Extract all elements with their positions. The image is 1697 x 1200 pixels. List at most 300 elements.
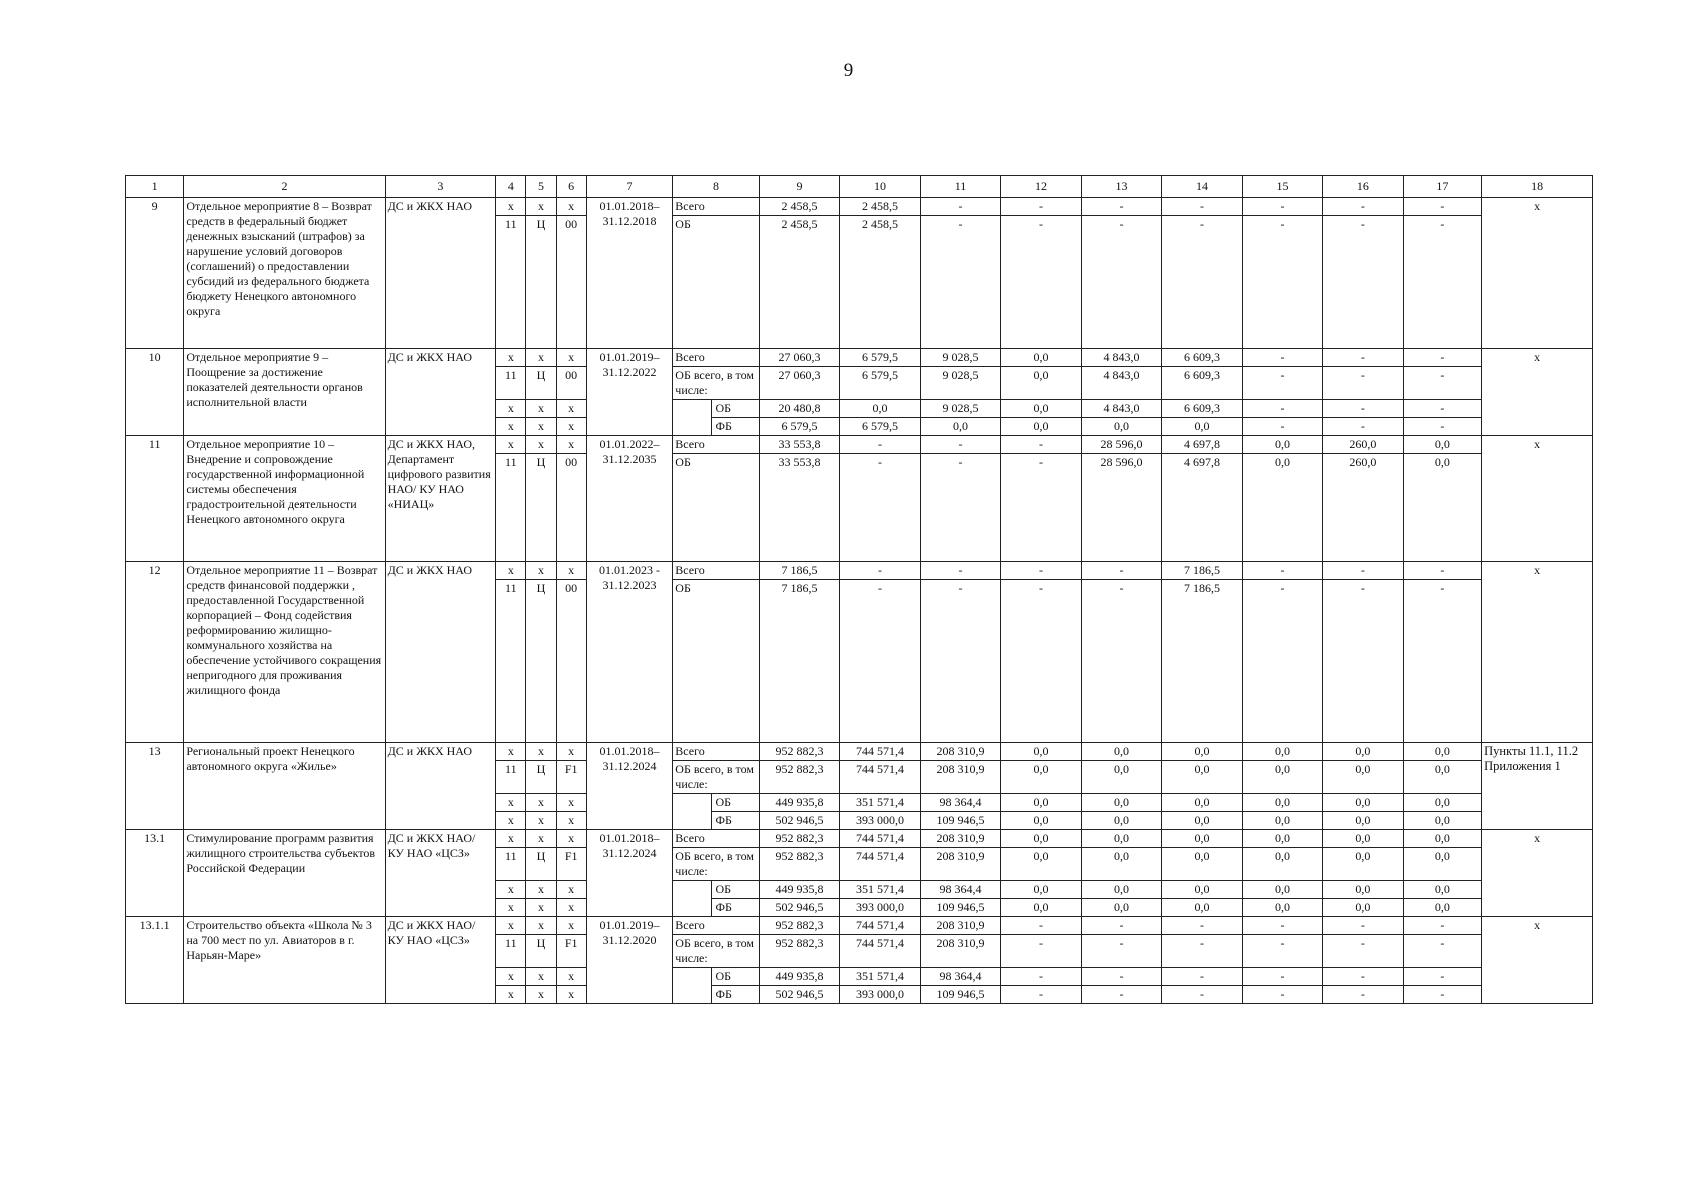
amount-cell: 7 186,5 [1162,562,1242,580]
budget-code-program: x [496,198,526,216]
column-number: 14 [1162,176,1242,198]
amount-cell: 0,0 [1242,881,1322,899]
amount-cell: - [1403,198,1481,216]
amount-cell: - [1001,917,1081,935]
budget-code-program: 11 [496,935,526,968]
source-indent [673,400,711,436]
amount-cell: 109 946,5 [920,986,1000,1004]
amount-cell: - [1323,349,1403,367]
budget-code-type: Ц [526,367,556,400]
amount-cell: 502 946,5 [759,812,839,830]
amount-cell: - [1001,935,1081,968]
budget-code-item: x [556,917,586,935]
amount-cell: 952 882,3 [759,830,839,848]
source-indent [673,968,711,1004]
funding-source: ФБ [711,899,759,917]
row-number: 9 [126,198,184,349]
amount-cell: 0,0 [1403,761,1481,794]
amount-cell: 0,0 [1001,418,1081,436]
activity-name: Стимулирование программ развития жилищного строительства субъектов Российской Федерации [184,830,385,917]
amount-cell: - [1081,968,1161,986]
funding-source: ФБ [711,986,759,1004]
amount-cell: 0,0 [1242,794,1322,812]
amount-cell: - [920,198,1000,216]
funding-source: Всего [673,830,760,848]
funding-source: ОБ [711,968,759,986]
funding-source: ОБ [673,454,760,562]
budget-code-item: 00 [556,454,586,562]
note: x [1482,436,1593,562]
amount-cell: - [1403,418,1481,436]
amount-cell: - [1323,367,1403,400]
budget-code-type: x [526,881,556,899]
budget-code-type: x [526,986,556,1004]
amount-cell: 4 843,0 [1081,367,1161,400]
amount-cell: - [1001,198,1081,216]
amount-cell: 208 310,9 [920,848,1000,881]
amount-cell: 2 458,5 [759,216,839,349]
amount-cell: 27 060,3 [759,349,839,367]
amount-cell: 952 882,3 [759,935,839,968]
amount-cell: 0,0 [1162,881,1242,899]
amount-cell: 9 028,5 [920,367,1000,400]
amount-cell: 0,0 [1403,830,1481,848]
amount-cell: 0,0 [1081,881,1161,899]
note: x [1482,830,1593,917]
row-number: 12 [126,562,184,743]
column-number: 9 [759,176,839,198]
budget-code-type: x [526,899,556,917]
amount-cell: - [1242,917,1322,935]
amount-cell: 9 028,5 [920,349,1000,367]
amount-cell: 0,0 [1162,899,1242,917]
budget-code-item: x [556,899,586,917]
note: x [1482,917,1593,1004]
amount-cell: 502 946,5 [759,986,839,1004]
funding-source: Всего [673,562,760,580]
amount-cell: 744 571,4 [840,848,920,881]
amount-cell: 744 571,4 [840,935,920,968]
budget-code-program: 11 [496,848,526,881]
amount-cell: - [1242,418,1322,436]
amount-cell: - [1242,968,1322,986]
amount-cell: 0,0 [1242,899,1322,917]
row-number: 11 [126,436,184,562]
amount-cell: - [1242,400,1322,418]
amount-cell: - [1242,935,1322,968]
amount-cell: - [1001,216,1081,349]
amount-cell: - [1403,400,1481,418]
budget-code-program: x [496,917,526,935]
budget-code-item: x [556,986,586,1004]
amount-cell: 0,0 [1081,761,1161,794]
table-row [126,562,1593,580]
amount-cell: 0,0 [1323,848,1403,881]
amount-cell: 0,0 [1162,761,1242,794]
budget-code-program: x [496,881,526,899]
amount-cell: 0,0 [1242,761,1322,794]
amount-cell: 0,0 [1323,743,1403,761]
column-number: 2 [184,176,385,198]
amount-cell: 0,0 [1001,794,1081,812]
amount-cell: 0,0 [1162,830,1242,848]
amount-cell: - [1081,935,1161,968]
budget-code-program: x [496,418,526,436]
amount-cell: 208 310,9 [920,830,1000,848]
funding-source: ОБ всего, в том числе: [673,935,760,968]
budget-code-item: F1 [556,848,586,881]
amount-cell: - [1001,454,1081,562]
amount-cell: 0,0 [1403,436,1481,454]
amount-cell: 0,0 [1323,881,1403,899]
column-number: 12 [1001,176,1081,198]
amount-cell: - [1403,349,1481,367]
amount-cell: 0,0 [1403,454,1481,562]
funding-source: Всего [673,198,760,216]
row-number: 10 [126,349,184,436]
amount-cell: 351 571,4 [840,794,920,812]
budget-code-type: Ц [526,761,556,794]
amount-cell: - [1001,580,1081,743]
budget-code-program: 11 [496,580,526,743]
amount-cell: - [1323,216,1403,349]
executor: ДС и ЖКХ НАО [385,743,496,830]
amount-cell: 0,0 [1162,418,1242,436]
budget-code-program: 11 [496,761,526,794]
column-number: 4 [496,176,526,198]
column-number: 17 [1403,176,1481,198]
funding-source: Всего [673,743,760,761]
amount-cell: - [1081,986,1161,1004]
budget-code-item: x [556,794,586,812]
table-row [126,830,1593,848]
amount-cell: - [1242,562,1322,580]
amount-cell: - [1323,562,1403,580]
amount-cell: 33 553,8 [759,454,839,562]
column-number: 3 [385,176,496,198]
amount-cell: 952 882,3 [759,761,839,794]
amount-cell: - [1242,367,1322,400]
executor: ДС и ЖКХ НАО/ КУ НАО «ЦСЗ» [385,917,496,1004]
activity-name: Строительство объекта «Школа № 3 на 700 мест по ул. Авиаторов в г. Нарьян-Маре» [184,917,385,1004]
amount-cell: 0,0 [920,418,1000,436]
amount-cell: 7 186,5 [759,562,839,580]
amount-cell: - [920,454,1000,562]
amount-cell: 952 882,3 [759,743,839,761]
budget-code-item: x [556,812,586,830]
amount-cell: 6 609,3 [1162,349,1242,367]
table-row [126,198,1593,216]
amount-cell: 6 609,3 [1162,400,1242,418]
amount-cell: - [1081,198,1161,216]
table-body [126,176,1593,1004]
amount-cell: 0,0 [1001,400,1081,418]
amount-cell: - [1323,400,1403,418]
amount-cell: - [1323,198,1403,216]
note: Пункты 11.1, 11.2 Приложения 1 [1482,743,1593,830]
executor: ДС и ЖКХ НАО [385,198,496,349]
amount-cell: 0,0 [1081,899,1161,917]
amount-cell: - [1081,216,1161,349]
source-indent [673,881,711,917]
amount-cell: - [1242,198,1322,216]
amount-cell: 6 579,5 [840,367,920,400]
amount-cell: 0,0 [840,400,920,418]
budget-code-program: 11 [496,367,526,400]
amount-cell: - [1403,917,1481,935]
amount-cell: 6 579,5 [840,418,920,436]
amount-cell: 208 310,9 [920,935,1000,968]
amount-cell: 744 571,4 [840,830,920,848]
amount-cell: - [1001,436,1081,454]
amount-cell: 0,0 [1323,812,1403,830]
budget-code-type: x [526,968,556,986]
amount-cell: 952 882,3 [759,917,839,935]
budget-code-program: x [496,400,526,418]
amount-cell: 109 946,5 [920,812,1000,830]
budget-code-program: x [496,743,526,761]
amount-cell: 2 458,5 [840,216,920,349]
amount-cell: - [1081,917,1161,935]
amount-cell: 0,0 [1162,848,1242,881]
amount-cell: - [1162,917,1242,935]
amount-cell: 0,0 [1323,830,1403,848]
amount-cell: 0,0 [1001,899,1081,917]
budget-code-type: Ц [526,454,556,562]
amount-cell: 0,0 [1403,881,1481,899]
column-number: 5 [526,176,556,198]
budget-code-item: x [556,436,586,454]
column-number: 1 [126,176,184,198]
amount-cell: 0,0 [1403,899,1481,917]
amount-cell: 2 458,5 [759,198,839,216]
amount-cell: - [1323,935,1403,968]
amount-cell: 2 458,5 [840,198,920,216]
amount-cell: 393 000,0 [840,899,920,917]
budget-code-type: x [526,794,556,812]
table-row [126,436,1593,454]
amount-cell: 7 186,5 [1162,580,1242,743]
budget-code-type: x [526,198,556,216]
funding-source: ОБ [673,216,760,349]
funding-source: ФБ [711,418,759,436]
amount-cell: 0,0 [1162,812,1242,830]
budget-code-type: x [526,418,556,436]
amount-cell: - [920,436,1000,454]
budget-code-item: 00 [556,580,586,743]
amount-cell: 9 028,5 [920,400,1000,418]
amount-cell: - [1403,580,1481,743]
funding-source: ОБ всего, в том числе: [673,848,760,881]
budget-code-item: x [556,418,586,436]
amount-cell: - [1162,198,1242,216]
budget-code-program: x [496,794,526,812]
amount-cell: 98 364,4 [920,968,1000,986]
row-number: 13 [126,743,184,830]
budget-code-type: Ц [526,935,556,968]
budget-code-type: x [526,400,556,418]
budget-code-item: x [556,349,586,367]
program-table [125,175,1593,1004]
budget-code-program: x [496,562,526,580]
budget-code-item: F1 [556,935,586,968]
budget-code-program: x [496,349,526,367]
budget-code-item: 00 [556,216,586,349]
amount-cell: 4 843,0 [1081,349,1161,367]
note: x [1482,198,1593,349]
amount-cell: - [920,580,1000,743]
amount-cell: - [1162,216,1242,349]
amount-cell: 109 946,5 [920,899,1000,917]
page-number: 9 [843,60,854,81]
amount-cell: 449 935,8 [759,881,839,899]
budget-code-item: 00 [556,367,586,400]
amount-cell: - [1242,986,1322,1004]
amount-cell: 0,0 [1081,812,1161,830]
amount-cell: - [1162,986,1242,1004]
amount-cell: - [1001,986,1081,1004]
funding-source: ФБ [711,812,759,830]
amount-cell: 0,0 [1162,743,1242,761]
implementation-period: 01.01.2023 - 31.12.2023 [586,562,673,743]
budget-code-item: x [556,881,586,899]
amount-cell: - [840,562,920,580]
budget-code-item: x [556,562,586,580]
note: x [1482,349,1593,436]
amount-cell: 393 000,0 [840,986,920,1004]
column-number: 13 [1081,176,1161,198]
implementation-period: 01.01.2019– 31.12.2020 [586,917,673,1004]
budget-code-type: x [526,436,556,454]
amount-cell: 7 186,5 [759,580,839,743]
activity-name: Региональный проект Ненецкого автономного округа «Жилье» [184,743,385,830]
funding-source: Всего [673,917,760,935]
amount-cell: 27 060,3 [759,367,839,400]
source-indent [673,794,711,830]
amount-cell: - [1162,935,1242,968]
amount-cell: 0,0 [1081,418,1161,436]
amount-cell: - [1403,367,1481,400]
amount-cell: 0,0 [1081,830,1161,848]
amount-cell: - [1001,562,1081,580]
budget-code-type: x [526,349,556,367]
column-number: 15 [1242,176,1322,198]
budget-code-program: x [496,968,526,986]
amount-cell: 0,0 [1242,812,1322,830]
budget-code-item: F1 [556,761,586,794]
budget-code-program: x [496,830,526,848]
amount-cell: 0,0 [1001,349,1081,367]
budget-code-program: x [496,812,526,830]
amount-cell: 952 882,3 [759,848,839,881]
row-number: 13.1.1 [126,917,184,1004]
amount-cell: 0,0 [1323,899,1403,917]
amount-cell: 6 609,3 [1162,367,1242,400]
amount-cell: 0,0 [1403,743,1481,761]
row-number: 13.1 [126,830,184,917]
amount-cell: - [920,216,1000,349]
amount-cell: 0,0 [1001,743,1081,761]
funding-source: ОБ всего, в том числе: [673,761,760,794]
amount-cell: 744 571,4 [840,743,920,761]
funding-source: Всего [673,436,760,454]
amount-cell: - [1242,216,1322,349]
activity-name: Отдельное мероприятие 10 – Внедрение и сопровождение государственной информационной системы обеспечения градостроительной деятельности Ненецкого автономного округа [184,436,385,562]
budget-code-type: x [526,743,556,761]
amount-cell: 0,0 [1081,743,1161,761]
amount-cell: 260,0 [1323,454,1403,562]
implementation-period: 01.01.2019– 31.12.2022 [586,349,673,436]
amount-cell: 0,0 [1242,454,1322,562]
amount-cell: - [920,562,1000,580]
amount-cell: - [840,436,920,454]
amount-cell: 0,0 [1001,881,1081,899]
amount-cell: - [1001,968,1081,986]
column-number: 10 [840,176,920,198]
amount-cell: 4 697,8 [1162,454,1242,562]
budget-code-type: Ц [526,580,556,743]
amount-cell: - [1081,580,1161,743]
implementation-period: 01.01.2022– 31.12.2035 [586,436,673,562]
amount-cell: - [840,454,920,562]
budget-code-type: x [526,917,556,935]
amount-cell: 0,0 [1081,794,1161,812]
column-number: 11 [920,176,1000,198]
amount-cell: 0,0 [1001,367,1081,400]
activity-name: Отдельное мероприятие 11 – Возврат средств финансовой поддержки , предоставленной Государственной корпорацией – Фонд содействия реформированию жилищно-коммунального хозяйства на обеспечение устойчивого сокращения непригодного для проживания жилищного фонда [184,562,385,743]
amount-cell: 449 935,8 [759,794,839,812]
budget-code-program: x [496,436,526,454]
amount-cell: 0,0 [1001,761,1081,794]
amount-cell: 744 571,4 [840,761,920,794]
budget-code-item: x [556,968,586,986]
amount-cell: - [1403,986,1481,1004]
amount-cell: 449 935,8 [759,968,839,986]
amount-cell: - [1403,968,1481,986]
amount-cell: - [1242,580,1322,743]
amount-cell: 502 946,5 [759,899,839,917]
executor: ДС и ЖКХ НАО [385,349,496,436]
column-number: 18 [1482,176,1593,198]
amount-cell: - [1242,349,1322,367]
column-number-row [126,176,1593,198]
budget-code-program: 11 [496,454,526,562]
budget-code-type: x [526,830,556,848]
amount-cell: 351 571,4 [840,881,920,899]
activity-name: Отдельное мероприятие 8 – Возврат средств в федеральный бюджет денежных взысканий (штрафов) за нарушение условий договоров (соглашений) о предоставлении субсидий из федерального бюджета бюджету Ненецкого автономного округа [184,198,385,349]
table-row [126,743,1593,761]
amount-cell: 6 579,5 [759,418,839,436]
amount-cell: 4 697,8 [1162,436,1242,454]
funding-source: Всего [673,349,760,367]
column-number: 8 [673,176,760,198]
amount-cell: 0,0 [1242,743,1322,761]
budget-code-type: x [526,562,556,580]
amount-cell: 98 364,4 [920,881,1000,899]
amount-cell: 208 310,9 [920,743,1000,761]
amount-cell: - [1323,986,1403,1004]
budget-code-type: Ц [526,848,556,881]
amount-cell: - [1403,216,1481,349]
amount-cell: 208 310,9 [920,917,1000,935]
budget-code-type: x [526,812,556,830]
amount-cell: - [1323,580,1403,743]
amount-cell: 0,0 [1323,761,1403,794]
amount-cell: 0,0 [1242,830,1322,848]
amount-cell: 0,0 [1403,794,1481,812]
amount-cell: 0,0 [1403,812,1481,830]
budget-code-program: x [496,899,526,917]
